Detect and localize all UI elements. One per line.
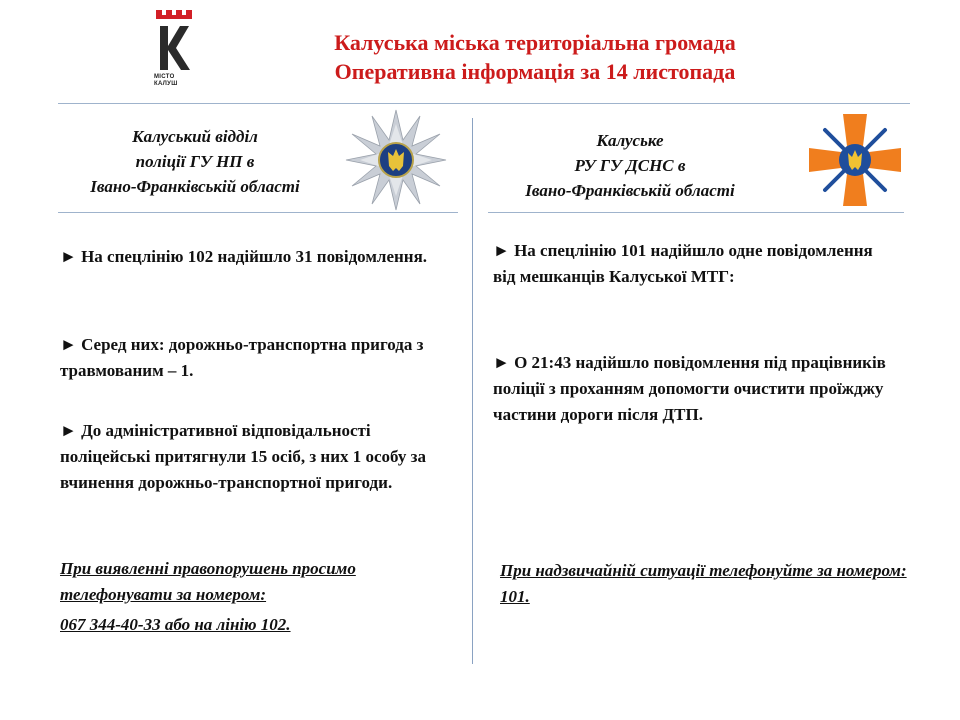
police-star-icon <box>344 108 448 212</box>
dsns-dept-line2: РУ ГУ ДСНС в <box>574 156 686 175</box>
page-title: Калуська міська територіальна громада <box>334 30 736 55</box>
police-header-divider <box>58 212 458 213</box>
header-divider <box>58 103 910 104</box>
logo-caption-line1: МІСТО <box>154 74 175 80</box>
dsns-dept-title <box>480 128 780 203</box>
dsns-item-report: ► О 21:43 надійшло повідомлення під працівників поліції з проханням допомогти очистити проїжджу частини дороги після ДТП. <box>493 353 886 424</box>
police-dept-line3: Івано-Франківській області <box>90 177 300 196</box>
dsns-dept-line3: Івано-Франківській області <box>525 181 735 200</box>
dsns-dept-line1: Калуське <box>596 131 664 150</box>
police-item-accidents: ► Серед них: дорожньо-транспортна пригода з травмованим – 1. <box>60 335 424 380</box>
dsns-header-divider <box>488 212 904 213</box>
police-dept-line2: поліції ГУ НП в <box>135 152 255 171</box>
police-item-liability: ► До адміністративної відповідальності поліцейські притягнули 15 осіб, з них 1 особу за вчинення дорожньо-транспортної пригоди. <box>60 421 426 492</box>
column-divider <box>472 118 473 664</box>
page-subtitle: Оперативна інформація за 14 листопада <box>334 59 736 84</box>
police-notice: При виявленні правопорушень просимо телефонувати за номером: <box>60 559 356 604</box>
dsns-item-calls: ► На спецлінію 101 надійшло одне повідомлення від мешканців Калуської МТГ: <box>493 241 873 286</box>
logo-caption-line2: КАЛУШ <box>154 81 178 87</box>
logo-caption <box>154 74 200 88</box>
police-notice-phone: 067 344-40-33 або на лінію 102. <box>60 615 291 634</box>
dsns-emblem-icon <box>806 110 904 210</box>
police-dept-line1: Калуський відділ <box>132 127 258 146</box>
police-item-calls: ► На спецлінію 102 надійшло 31 повідомлення. <box>60 247 428 266</box>
police-dept-title <box>50 124 340 199</box>
dsns-notice: При надзвичайній ситуації телефонуйте за номером: 101. <box>500 561 907 606</box>
